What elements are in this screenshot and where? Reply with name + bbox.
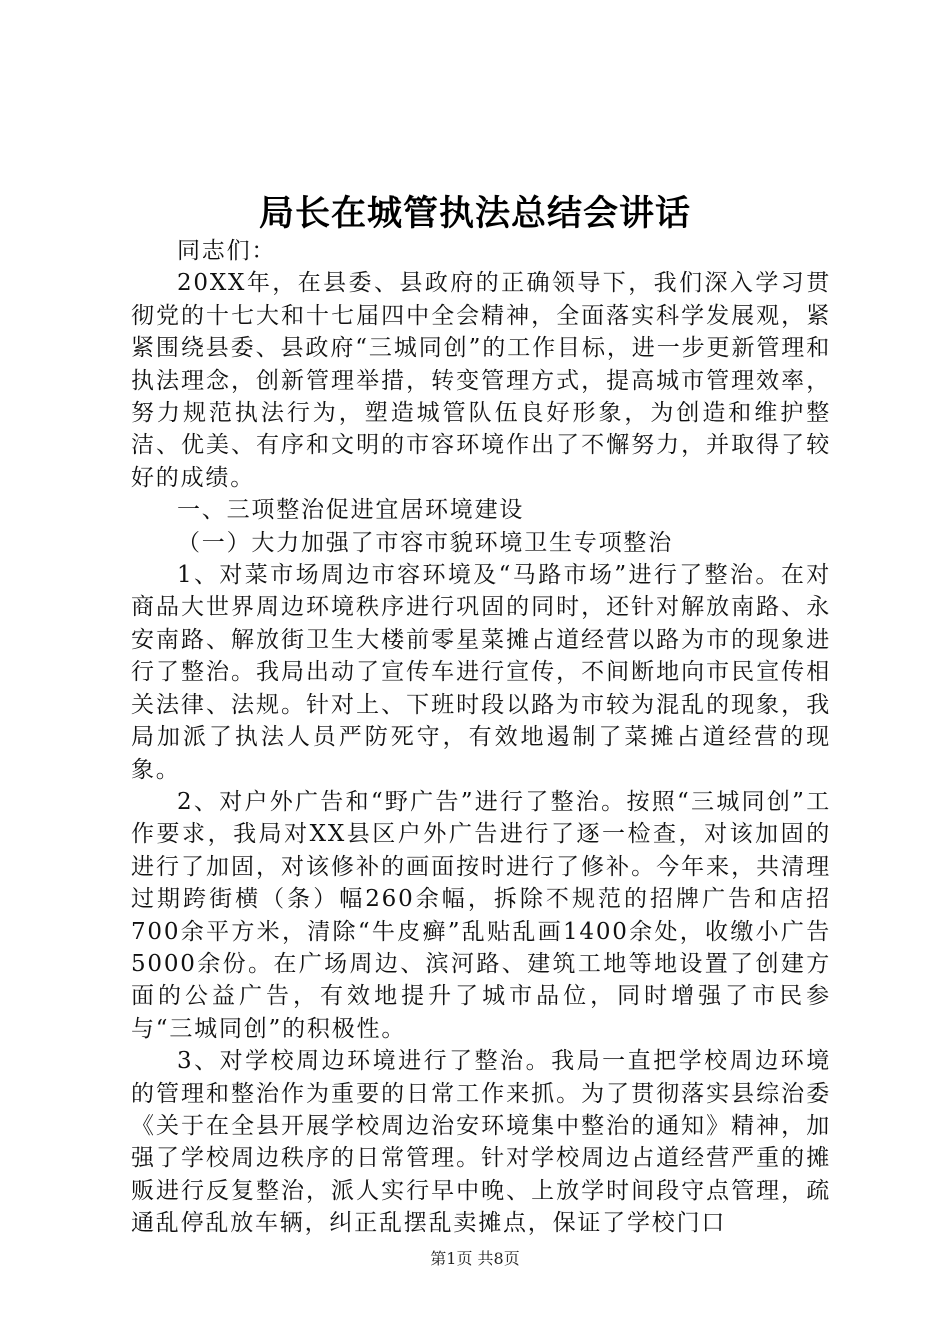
paragraph-item-1: 1、对菜市场周边市容环境及“马路市场”进行了整治。在对商品大世界周边环境秩序进行巩固的同时，还针对解放南路、永安南路、解放街卫生大楼前零星菜摊占道经营以路为市的现象进行了整治。我局出动了宣传车进行宣传，不间断地向市民宣传相关法律、法规。针对上、下班时段以路为市较为混乱的现象，我局加派了执法人员严防死守，有效地遏制了菜摊占道经营的现象。 — [131, 562, 831, 783]
page-footer: 第1页 共8页 — [430, 1249, 520, 1268]
document-body — [131, 235, 831, 1240]
subsection-heading: （一）大力加强了市容市貌环境卫生专项整治 — [177, 529, 673, 556]
document-title: 局长在城管执法总结会讲话 — [258, 193, 691, 234]
paragraph-item-2: 2、对户外广告和“野广告”进行了整治。按照“三城同创”工作要求，我局对XX县区户外广告进行了逐一检查，对该加固的进行了加固，对该修补的画面按时进行了修补。今年来，共清理过期跨街横（条）幅260余幅，拆除不规范的招牌广告和店招700余平方米，清除“牛皮癣”乱贴乱画1400余处，收缴小广告5000余份。在广场周边、滨河路、建筑工地等地设置了创建方面的公益广告，有效地提升了城市品位，同时增强了市民参与“三城同创”的积极性。 — [131, 788, 831, 1042]
paragraph-intro: 20XX年，在县委、县政府的正确领导下，我们深入学习贯彻党的十七大和十七届四中全会精神，全面落实科学发展观，紧紧围绕县委、县政府“三城同创”的工作目标，进一步更新管理和执法理念，创新管理举措，转变管理方式，提高城市管理效率，努力规范执法行为，塑造城管队伍良好形象，为创造和维护整洁、优美、有序和文明的市容环境作出了不懈努力，并取得了较好的成绩。 — [131, 270, 831, 491]
section-heading: 一、三项整治促进宜居环境建设 — [177, 497, 525, 524]
paragraph-item-3: 3、对学校周边环境进行了整治。我局一直把学校周边环境的管理和整治作为重要的日常工作来抓。为了贯彻落实县综治委《关于在全县开展学校周边治安环境集中整治的通知》精神，加强了学校周边秩序的日常管理。针对学校周边占道经营严重的摊贩进行反复整治，派人实行早中晚、上放学时间段守点管理，疏通乱停乱放车辆，纠正乱摆乱卖摊点，保证了学校门口 — [131, 1048, 831, 1237]
salutation: 同志们： — [177, 238, 277, 264]
